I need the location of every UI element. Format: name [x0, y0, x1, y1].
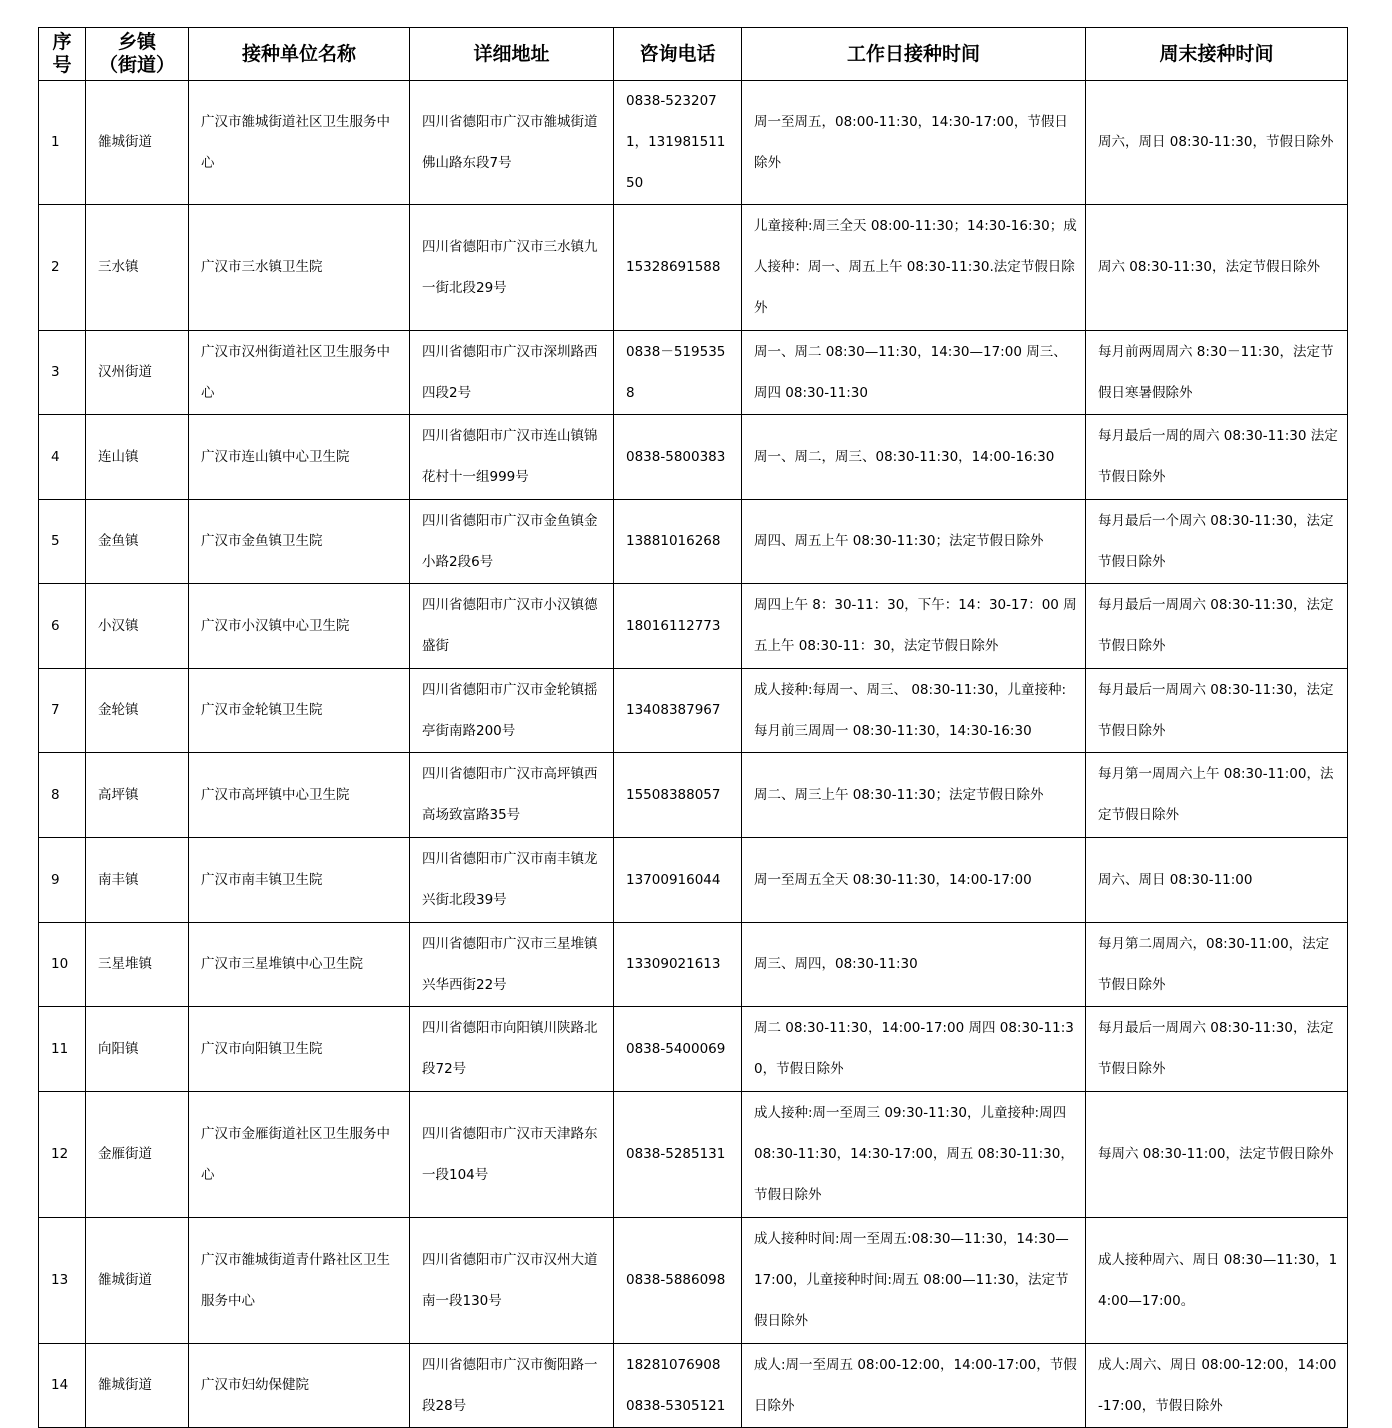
cell-weekday: 周一至周五，08:00-11:30，14:30-17:00，节假日除外: [742, 81, 1086, 205]
cell-address: 四川省德阳市广汉市汉州大道南一段130号: [410, 1218, 614, 1344]
cell-no: 14: [39, 1344, 86, 1428]
cell-no: 1: [39, 81, 86, 205]
cell-unit: 广汉市向阳镇卫生院: [189, 1007, 410, 1092]
cell-unit: 广汉市高坪镇中心卫生院: [189, 753, 410, 838]
cell-unit: 广汉市金轮镇卫生院: [189, 669, 410, 753]
cell-unit: 广汉市小汉镇中心卫生院: [189, 584, 410, 669]
cell-unit: 广汉市金雁街道社区卫生服务中心: [189, 1092, 410, 1218]
cell-weekday: 周二 08:30-11:30，14:00-17:00 周四 08:30-11:30，节假日除外: [742, 1007, 1086, 1092]
cell-address: 四川省德阳市广汉市小汉镇德盛街: [410, 584, 614, 669]
cell-address: 四川省德阳市广汉市雒城街道佛山路东段7号: [410, 81, 614, 205]
cell-weekday: 周三、周四，08:30-11:30: [742, 923, 1086, 1007]
cell-phone: 0838－5195358: [614, 331, 742, 415]
cell-unit: 广汉市南丰镇卫生院: [189, 838, 410, 923]
cell-weekend: 周六，周日 08:30-11:30，节假日除外: [1086, 81, 1348, 205]
cell-town: 金轮镇: [86, 669, 189, 753]
table-header-row: [39, 28, 1348, 81]
cell-phone: 15328691588: [614, 205, 742, 331]
cell-no: 4: [39, 415, 86, 500]
cell-unit: 广汉市雒城街道青什路社区卫生服务中心: [189, 1218, 410, 1344]
cell-phone: 0838-5886098: [614, 1218, 742, 1344]
header-weekday: 工作日接种时间: [742, 28, 1086, 81]
cell-unit: 广汉市金鱼镇卫生院: [189, 500, 410, 584]
cell-weekend: 每月最后一周周六 08:30-11:30，法定节假日除外: [1086, 669, 1348, 753]
cell-town: 金鱼镇: [86, 500, 189, 584]
table-row: [39, 923, 1348, 1007]
cell-town: 汉州街道: [86, 331, 189, 415]
cell-weekend: 每月最后一周周六 08:30-11:30，法定节假日除外: [1086, 584, 1348, 669]
cell-address: 四川省德阳市广汉市天津路东一段104号: [410, 1092, 614, 1218]
header-unit: 接种单位名称: [189, 28, 410, 81]
header-address: 详细地址: [410, 28, 614, 81]
cell-address: 四川省德阳市广汉市连山镇锦花村十一组999号: [410, 415, 614, 500]
cell-address: 四川省德阳市向阳镇川陕路北段72号: [410, 1007, 614, 1092]
cell-unit: 广汉市连山镇中心卫生院: [189, 415, 410, 500]
cell-weekday: 周一、周二，周三、08:30-11:30，14:00-16:30: [742, 415, 1086, 500]
cell-weekend: 每月最后一周周六 08:30-11:30，法定节假日除外: [1086, 1007, 1348, 1092]
cell-no: 13: [39, 1218, 86, 1344]
cell-weekend: 每周六 08:30-11:00，法定节假日除外: [1086, 1092, 1348, 1218]
cell-no: 8: [39, 753, 86, 838]
table-row: [39, 500, 1348, 584]
cell-weekday: 成人:周一至周五 08:00-12:00，14:00-17:00，节假日除外: [742, 1344, 1086, 1428]
cell-town: 连山镇: [86, 415, 189, 500]
cell-unit: 广汉市雒城街道社区卫生服务中心: [189, 81, 410, 205]
table-row: [39, 81, 1348, 205]
table-row: [39, 753, 1348, 838]
cell-phone: 18016112773: [614, 584, 742, 669]
cell-weekday: 周一、周二 08:30—11:30，14:30—17:00 周三、周四 08:30-11:30: [742, 331, 1086, 415]
cell-town: 雒城街道: [86, 1218, 189, 1344]
cell-no: 6: [39, 584, 86, 669]
table-row: [39, 331, 1348, 415]
cell-address: 四川省德阳市广汉市三水镇九一街北段29号: [410, 205, 614, 331]
cell-address: 四川省德阳市广汉市衡阳路一段28号: [410, 1344, 614, 1428]
cell-phone: 18281076908 0838-5305121: [614, 1344, 742, 1428]
cell-no: 10: [39, 923, 86, 1007]
cell-weekend: 周六 08:30-11:30，法定节假日除外: [1086, 205, 1348, 331]
cell-town: 南丰镇: [86, 838, 189, 923]
cell-phone: 0838-5400069: [614, 1007, 742, 1092]
vaccination-schedule-table: [38, 27, 1348, 1428]
cell-address: 四川省德阳市广汉市南丰镇龙兴街北段39号: [410, 838, 614, 923]
cell-unit: 广汉市妇幼保健院: [189, 1344, 410, 1428]
cell-town: 三星堆镇: [86, 923, 189, 1007]
table-row: [39, 1007, 1348, 1092]
cell-weekend: 每月第一周周六上午 08:30-11:00，法定节假日除外: [1086, 753, 1348, 838]
cell-town: 高坪镇: [86, 753, 189, 838]
cell-town: 雒城街道: [86, 81, 189, 205]
table-row: [39, 838, 1348, 923]
cell-town: 向阳镇: [86, 1007, 189, 1092]
cell-weekend: 每月最后一个周六 08:30-11:30，法定节假日除外: [1086, 500, 1348, 584]
cell-phone: 13881016268: [614, 500, 742, 584]
table-row: [39, 1092, 1348, 1218]
cell-no: 3: [39, 331, 86, 415]
cell-phone: 13700916044: [614, 838, 742, 923]
cell-address: 四川省德阳市广汉市三星堆镇兴华西街22号: [410, 923, 614, 1007]
cell-town: 小汉镇: [86, 584, 189, 669]
cell-address: 四川省德阳市广汉市金鱼镇金小路2段6号: [410, 500, 614, 584]
cell-no: 11: [39, 1007, 86, 1092]
cell-no: 5: [39, 500, 86, 584]
cell-weekday: 成人接种时间:周一至周五:08:30—11:30，14:30—17:00，儿童接种时间:周五 08:00—11:30，法定节假日除外: [742, 1218, 1086, 1344]
cell-weekend: 成人接种周六、周日 08:30—11:30，14:00—17:00。: [1086, 1218, 1348, 1344]
cell-no: 12: [39, 1092, 86, 1218]
cell-town: 三水镇: [86, 205, 189, 331]
cell-no: 2: [39, 205, 86, 331]
cell-phone: 13408387967: [614, 669, 742, 753]
cell-weekend: 周六、周日 08:30-11:00: [1086, 838, 1348, 923]
cell-no: 9: [39, 838, 86, 923]
cell-town: 雒城街道: [86, 1344, 189, 1428]
cell-weekday: 成人接种:每周一、周三、 08:30-11:30，儿童接种:每月前三周周一 08:30-11:30，14:30-16:30: [742, 669, 1086, 753]
header-seq: 序 号: [39, 28, 86, 81]
cell-weekday: 成人接种:周一至周三 09:30-11:30，儿童接种:周四 08:30-11:30，14:30-17:00，周五 08:30-11:30，节假日除外: [742, 1092, 1086, 1218]
cell-phone: 0838-5800383: [614, 415, 742, 500]
table-row: [39, 584, 1348, 669]
cell-phone: 0838-5232071，13198151150: [614, 81, 742, 205]
table-row: [39, 415, 1348, 500]
cell-address: 四川省德阳市广汉市高坪镇西高场致富路35号: [410, 753, 614, 838]
cell-unit: 广汉市汉州街道社区卫生服务中心: [189, 331, 410, 415]
table-row: [39, 205, 1348, 331]
table-row: [39, 1344, 1348, 1428]
cell-phone: 13309021613: [614, 923, 742, 1007]
cell-town: 金雁街道: [86, 1092, 189, 1218]
cell-weekend: 每月最后一周的周六 08:30-11:30 法定节假日除外: [1086, 415, 1348, 500]
table-row: [39, 1218, 1348, 1344]
cell-weekend: 每月第二周周六，08:30-11:00，法定节假日除外: [1086, 923, 1348, 1007]
cell-weekday: 周四上午 8：30-11：30，下午：14：30-17：00 周五上午 08:30-11：30，法定节假日除外: [742, 584, 1086, 669]
header-phone: 咨询电话: [614, 28, 742, 81]
table-row: [39, 669, 1348, 753]
cell-weekday: 周一至周五全天 08:30-11:30，14:00-17:00: [742, 838, 1086, 923]
cell-phone: 15508388057: [614, 753, 742, 838]
cell-weekday: 儿童接种:周三全天 08:00-11:30；14:30-16:30；成人接种：周一、周五上午 08:30-11:30.法定节假日除外: [742, 205, 1086, 331]
cell-weekday: 周二、周三上午 08:30-11:30；法定节假日除外: [742, 753, 1086, 838]
header-weekend: 周末接种时间: [1086, 28, 1348, 81]
cell-address: 四川省德阳市广汉市金轮镇摇亭街南路200号: [410, 669, 614, 753]
cell-no: 7: [39, 669, 86, 753]
cell-unit: 广汉市三星堆镇中心卫生院: [189, 923, 410, 1007]
cell-weekday: 周四、周五上午 08:30-11:30；法定节假日除外: [742, 500, 1086, 584]
cell-address: 四川省德阳市广汉市深圳路西四段2号: [410, 331, 614, 415]
cell-phone: 0838-5285131: [614, 1092, 742, 1218]
cell-weekend: 每月前两周周六 8:30－11:30，法定节假日寒暑假除外: [1086, 331, 1348, 415]
cell-unit: 广汉市三水镇卫生院: [189, 205, 410, 331]
cell-weekend: 成人:周六、周日 08:00-12:00，14:00-17:00，节假日除外: [1086, 1344, 1348, 1428]
header-town: 乡镇 （街道）: [86, 28, 189, 81]
